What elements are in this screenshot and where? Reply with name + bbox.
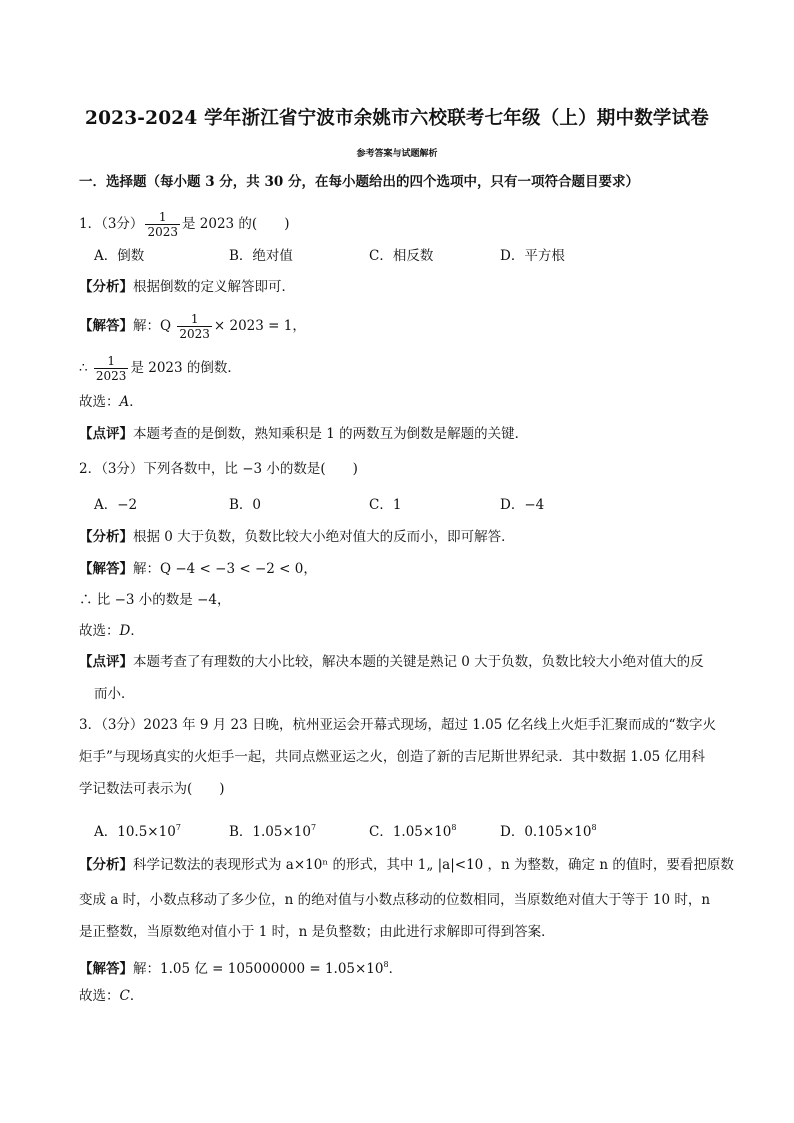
q2-answer — [79, 559, 317, 579]
fraction-denominator: 2023 — [95, 369, 127, 383]
section-heading: 一．选择题（每小题 3 分，共 30 分，在每小题给出的四个选项中，只有一项符合题目要求） — [79, 174, 639, 190]
q3-stem-line2: 炬手”与现场真实的火炬手一起，共同点燃亚运之火，创造了新的吉尼斯世界纪录．其中数据 1.05 亿用科 — [79, 749, 706, 765]
q1-fraction — [145, 210, 180, 239]
answer-text: 解：Q −4 < −3 < −2 < 0， — [133, 561, 317, 577]
answer-text: 解：1.05 亿 = 105000000 = 1.05×10 — [133, 961, 384, 977]
q2-option-d: D．−4 — [500, 497, 545, 513]
q2-therefore: ∴ 比 −3 小的数是 −4， — [79, 592, 231, 608]
analysis-text: 根据倒数的定义解答即可． — [133, 279, 295, 295]
answer-text-end: × 2023 = 1， — [213, 318, 306, 334]
page-subtitle: 参考答案与试题解析 — [356, 149, 438, 159]
q1-answer-fraction — [177, 312, 212, 341]
q2-stem: 2．（3分）下列各数中，比 −3 小的数是( ) — [79, 461, 358, 477]
comment-tag: 【点评】 — [79, 426, 133, 442]
answer-tag: 【解答】 — [79, 318, 133, 334]
answer-text: 解：Q — [133, 318, 176, 334]
q3-analysis-line3: 是正整数，当原数绝对值小于 1 时，n 是负整数；由此进行求解即可得到答案． — [79, 924, 555, 940]
fraction-denominator: 2023 — [147, 225, 178, 239]
analysis-tag: 【分析】 — [79, 529, 133, 545]
option-exponent: 8 — [591, 823, 597, 832]
q1-option-d: D．平方根 — [500, 248, 565, 264]
choice-letter: A — [119, 394, 130, 410]
q3-option-b — [229, 818, 316, 842]
answer-end: ． — [388, 961, 403, 977]
therefore-symbol: ∴ — [79, 360, 92, 376]
choice-label: 故选： — [79, 394, 120, 410]
fraction-numerator: 1 — [107, 354, 115, 368]
q3-option-d — [500, 818, 597, 842]
choice-letter: D — [119, 623, 131, 639]
q2-option-c: C．1 — [369, 497, 402, 513]
comment-text: 本题考查了有理数的大小比较，解决本题的关键是熟记 0 大于负数，负数比较大小绝对值大的反 — [133, 654, 704, 670]
q1-answer — [79, 312, 306, 341]
q1-option-a: A．倒数 — [94, 248, 145, 264]
choice-end: ． — [129, 394, 143, 410]
q1-option-b: B．绝对值 — [229, 248, 293, 264]
q1-therefore-fraction — [94, 354, 129, 383]
choice-label: 故选： — [79, 988, 120, 1004]
q2-choice — [79, 621, 144, 641]
therefore-text: 是 2023 的倒数． — [130, 360, 241, 376]
q1-comment — [79, 424, 528, 444]
option-exponent: 8 — [451, 823, 457, 832]
q3-analysis-line2: 变成 a 时，小数点移动了多少位，n 的绝对值与小数点移动的位数相同，当原数绝对值大于等于 10 时，n — [79, 892, 711, 908]
q1-prefix: 1．（3分） — [79, 216, 144, 232]
q3-choice — [79, 986, 143, 1006]
option-base: B．1.05×10 — [229, 824, 311, 840]
q2-analysis — [79, 527, 515, 547]
q2-comment — [79, 652, 704, 672]
option-base: A．10.5×10 — [94, 824, 176, 840]
q1-stem-rest: 是 2023 的( ) — [181, 216, 290, 232]
analysis-tag: 【分析】 — [79, 857, 133, 873]
q3-stem-line1: 3．（3分）2023 年 9 月 23 日晚，杭州亚运会开幕式现场，超过 1.05 亿名线上火炬手汇聚而成的“数字火 — [79, 717, 717, 733]
fraction-denominator: 2023 — [179, 327, 210, 341]
analysis-text: 根据 0 大于负数，负数比较大小绝对值大的反而小，即可解答． — [133, 529, 515, 545]
q1-therefore — [79, 354, 241, 383]
q1-choice — [79, 392, 143, 412]
answer-tag: 【解答】 — [79, 561, 133, 577]
q1-option-c: C．相反数 — [369, 248, 434, 264]
answer-tag: 【解答】 — [79, 961, 133, 977]
choice-end: ． — [130, 623, 144, 639]
q3-analysis — [79, 855, 734, 875]
comment-text: 本题考查的是倒数，熟知乘积是 1 的两数互为倒数是解题的关键． — [133, 426, 529, 442]
option-base: C．1.05×10 — [369, 824, 452, 840]
option-base: D．0.105×10 — [500, 824, 592, 840]
q2-option-b: B．0 — [229, 497, 262, 513]
choice-label: 故选： — [79, 623, 120, 639]
q3-answer — [79, 955, 402, 979]
page-title: 2023-2024 学年浙江省宁波市余姚市六校联考七年级（上）期中数学试卷 — [85, 108, 709, 129]
comment-tag: 【点评】 — [79, 654, 133, 670]
q3-option-a — [94, 818, 181, 842]
analysis-text: 科学记数法的表现形式为 a×10ⁿ 的形式，其中 1„ |a|<10 ，n 为整数，确定 n 的值时，要看把原数 — [133, 857, 734, 873]
q1-analysis — [79, 277, 295, 297]
fraction-numerator: 1 — [158, 210, 167, 224]
q3-option-c — [369, 818, 456, 842]
choice-end: ． — [129, 988, 144, 1004]
analysis-tag: 【分析】 — [79, 279, 133, 295]
choice-letter: C — [119, 988, 130, 1004]
option-exponent: 7 — [175, 823, 181, 832]
q2-comment-cont: 而小． — [94, 686, 135, 702]
q1-stem — [79, 210, 289, 239]
option-exponent: 7 — [310, 823, 317, 832]
q3-stem-line3: 学记数法可表示为( ) — [79, 781, 225, 797]
q2-option-a: A．−2 — [94, 497, 138, 513]
fraction-numerator: 1 — [190, 312, 199, 326]
answer-exponent: 8 — [383, 960, 389, 969]
